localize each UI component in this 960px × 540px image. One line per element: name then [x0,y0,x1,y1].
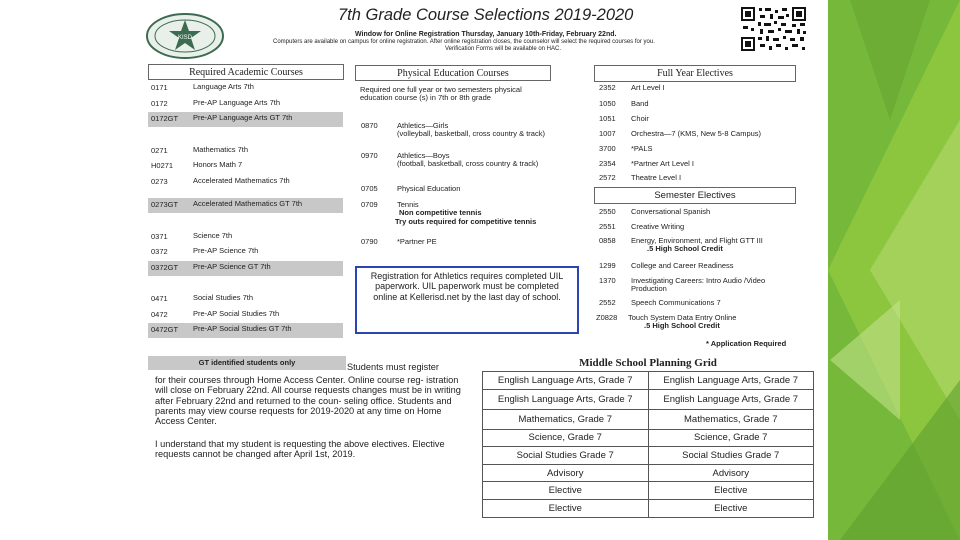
course-name: Theatre Level I [631,173,682,182]
planning-grid-title: Middle School Planning Grid [579,357,717,369]
grid-cell: Elective [648,482,814,500]
course-code: 0172GT [151,114,179,123]
required-course-row-gt [148,261,343,276]
course-name: Accelerated Mathematics 7th [193,176,290,185]
course-name: Orchestra—7 (KMS, New 5-8 Campus) [631,129,762,138]
course-name [631,277,765,294]
grid-cell: Science, Grade 7 [648,429,814,447]
course-code: 0273 [151,177,168,186]
grid-cell: English Language Arts, Grade 7 [648,372,814,390]
course-title: Tennis [397,200,419,209]
grid-row [483,482,814,500]
required-courses-header: Required Academic Courses [148,64,344,80]
course-code: 0472GT [151,325,179,334]
grid-cell: Elective [483,482,649,500]
course-name: Pre-AP Language Arts GT 7th [193,113,293,122]
course-code: 1051 [599,114,616,123]
course-name: Pre-AP Science 7th [193,246,259,255]
semester-electives-header: Semester Electives [594,187,796,204]
course-detail: Production [631,284,667,294]
grid-row [483,499,814,517]
course-code: 0471 [151,294,168,303]
grid-row [483,447,814,465]
course-code: 0709 [361,200,378,209]
course-code: 2354 [599,159,616,168]
course-code: 1299 [599,261,616,270]
course-title: Investigating Careers: Intro Audio /Video [631,276,766,285]
course-name [397,152,538,169]
course-credit: .5 High School Credit [647,244,723,254]
grid-cell: Advisory [483,464,649,482]
grid-cell: Advisory [648,464,814,482]
pe-intro-line2: education course (s) in 7th or 8th grade [360,93,491,103]
grid-cell: English Language Arts, Grade 7 [483,372,649,390]
qr-code-icon [740,6,808,53]
required-course-row-gt [148,112,343,127]
course-credit: .5 High School Credit [644,321,720,331]
course-code: 0371 [151,232,168,241]
course-title: Touch System Data Entry Online [628,313,737,322]
course-title: Energy, Environment, and Flight GTT III [631,236,763,245]
course-name: Pre-AP Social Studies 7th [193,309,280,318]
course-name: *Partner Art Level I [631,159,694,168]
course-name: Honors Math 7 [193,160,243,169]
course-name [397,201,536,226]
required-course-row [148,245,343,260]
required-course-row [148,308,343,323]
course-name: Accelerated Mathematics GT 7th [193,199,303,208]
course-code: 0372 [151,247,168,256]
course-code: 1370 [599,276,616,285]
course-code: 0372GT [151,263,179,272]
course-name: *Partner PE [397,237,437,246]
computers-note-line2: Verification Forms will be available on HAC. [444,46,562,53]
computers-note [273,39,733,53]
course-name: College and Career Readiness [631,261,734,270]
pe-course-row [361,122,591,142]
course-name: Pre-AP Science GT 7th [193,262,271,271]
course-name: Science 7th [193,231,233,240]
required-course-row [148,230,343,245]
grid-cell: Mathematics, Grade 7 [648,409,814,429]
course-detail: (volleyball, basketball, cross country & track) [397,129,545,139]
grid-row [483,389,814,409]
pe-intro-line1: Required one full year or two semesters physical [360,85,522,94]
gt-note: GT identified students only [148,356,346,370]
course-name: Art Level I [631,83,665,92]
computers-note-line1: Computers are available on campus for online registration. After online registration closes, the counselor will select the required courses for you. [273,39,655,45]
course-selection-sheet [130,0,828,540]
registration-window: Window for Online Registration Thursday, January 10th-Friday, February 22nd. [355,31,617,38]
page-title: 7th Grade Course Selections 2019-2020 [338,6,634,24]
svg-text:KISD: KISD [177,35,193,41]
registration-first-line: Students must register [347,362,439,372]
course-code: 3700 [599,144,616,153]
course-code: 0472 [151,310,168,319]
course-name: Language Arts 7th [193,82,254,91]
course-detail: (football, basketball, cross country & track) [397,159,539,169]
course-code: 0271 [151,146,168,155]
course-name [397,122,545,139]
course-name [628,314,736,331]
course-name: Pre-AP Language Arts 7th [193,98,281,107]
course-title: Athletics—Girls [397,121,449,130]
course-code: 0171 [151,83,168,92]
grid-row [483,409,814,429]
grid-row [483,429,814,447]
required-course-row [148,97,343,112]
grid-cell: Elective [648,499,814,517]
grid-cell: Science, Grade 7 [483,429,649,447]
grid-cell: Social Studies Grade 7 [648,447,814,465]
pe-course-row [361,185,591,195]
pe-intro [360,86,560,103]
slide-decoration [828,0,960,540]
pe-course-row [361,238,591,248]
course-name: Creative Writing [631,222,685,231]
pe-course-row [361,201,591,231]
course-code: H0271 [151,161,174,170]
pe-course-row [361,152,591,172]
course-name: Mathematics 7th [193,145,249,154]
course-code: 2550 [599,207,616,216]
course-code: 0172 [151,99,168,108]
course-code: 2552 [599,298,616,307]
course-name: Conversational Spanish [631,207,711,216]
full-year-electives-header: Full Year Electives [594,65,796,82]
course-code: 2352 [599,83,616,92]
required-course-row [148,144,343,159]
required-course-row [148,292,343,307]
school-logo [145,12,225,60]
course-code: 0273GT [151,200,179,209]
course-name: Social Studies 7th [193,293,254,302]
course-code: 0705 [361,184,378,193]
grid-row [483,372,814,390]
course-code: 2551 [599,222,616,231]
course-name: Choir [631,114,649,123]
pe-courses-header: Physical Education Courses [355,65,551,81]
course-name: Speech Communications 7 [631,298,721,307]
grid-cell: Social Studies Grade 7 [483,447,649,465]
course-code: 1007 [599,129,616,138]
course-name: *PALS [631,144,653,153]
course-code: 2572 [599,173,616,182]
athletics-notice: Registration for Athletics requires completed UIL paperwork. UIL paperwork must be completed online at Kellerisd.net by the last day of school. [355,266,579,334]
course-name: Physical Education [397,184,461,193]
application-required-note: * Application Required [706,339,787,348]
grid-cell: Elective [483,499,649,517]
tennis-note-1: Non competitive tennis [399,208,482,218]
required-course-row [148,159,343,174]
course-name: Band [631,99,649,108]
course-name: Pre-AP Social Studies GT 7th [193,324,292,333]
grid-row [483,464,814,482]
grid-cell: Mathematics, Grade 7 [483,409,649,429]
tennis-note-2: Try outs required for competitive tennis [395,216,537,226]
course-name [631,237,763,254]
required-course-row-gt [148,323,343,338]
grid-cell: English Language Arts, Grade 7 [483,389,649,409]
registration-paragraph: for their courses through Home Access Center. Online course reg- istration will close on February 22nd. All course requests changes must be in writing after February 22nd and returned to the coun- seling office. Students and parents may view course requests for 2019-2020 at any time on Home Access Center. [155,375,461,427]
required-course-row [148,81,343,96]
planning-grid [482,371,814,518]
course-code: 1050 [599,99,616,108]
acknowledgement-paragraph: I understand that my student is requesting the above electives. Elective requests cannot be changed after April 1st, 2019. [155,439,445,460]
course-title: Athletics—Boys [397,151,450,160]
required-course-row [148,175,343,197]
required-course-row-gt [148,198,343,213]
grid-cell: English Language Arts, Grade 7 [648,389,814,409]
course-code: 0858 [599,236,616,245]
course-code: 0790 [361,237,378,246]
course-code: Z0828 [596,313,618,322]
course-code: 0870 [361,121,378,130]
course-code: 0970 [361,151,378,160]
